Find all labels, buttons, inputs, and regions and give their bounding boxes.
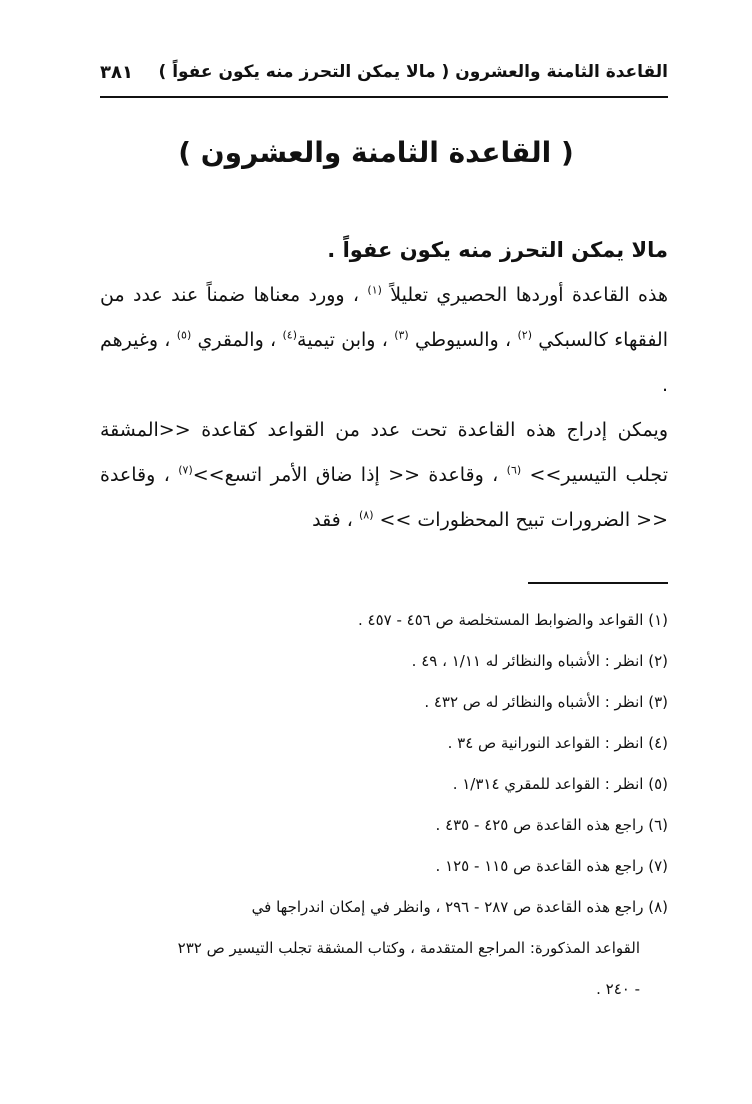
text-run: ، وقاعدة << الضرورات تبيح المحظورات >> xyxy=(100,464,668,531)
footnote-5: (٥) انظر : القواعد للمقري ١/٣١٤ . xyxy=(452,775,668,793)
body-text xyxy=(100,228,668,543)
page-number: ٣٨١ xyxy=(100,62,133,83)
footnote-ref-6[interactable]: (٦) xyxy=(506,463,522,477)
running-header xyxy=(100,62,668,96)
footnote-3: (٣) انظر : الأشباه والنظائر له ص ٤٣٢ . xyxy=(424,693,668,711)
footnote-ref-4[interactable]: (٤) xyxy=(282,328,298,342)
footnote-ref-1[interactable]: (١) xyxy=(367,283,382,297)
footnote-8-continuation-end: - ٢٤٠ . xyxy=(596,980,640,998)
text-run: ، وورد معناها ضمناً عند عدد من الفقهاء كالسبكي xyxy=(100,284,668,351)
text-run: هذه القاعدة أوردها الحصيري تعليلاً xyxy=(381,284,668,306)
text-run: ، وغيرهم . xyxy=(100,329,668,396)
footnote-6: (٦) راجع هذه القاعدة ص ٤٢٥ - ٤٣٥ . xyxy=(435,816,668,834)
footnote-8-continuation: القواعد المذكورة: المراجع المتقدمة ، وكتاب المشقة تجلب التيسير ص ٢٣٢ xyxy=(177,939,640,957)
footnote-7: (٧) راجع هذه القاعدة ص ١١٥ - ١٢٥ . xyxy=(435,857,668,875)
footnote-ref-5[interactable]: (٥) xyxy=(176,328,192,342)
text-run: ، فقد xyxy=(312,509,359,531)
footnote-4: (٤) انظر : القواعد النورانية ص ٣٤ . xyxy=(447,734,668,752)
footnotes xyxy=(100,600,668,1010)
footnote-ref-7[interactable]: (٧) xyxy=(178,463,193,477)
footnote-ref-2[interactable]: (٢) xyxy=(517,328,532,342)
running-title: القاعدة الثامنة والعشرون ( مالا يمكن التحرز منه يكون عفواً ) xyxy=(158,62,668,82)
footnote-divider xyxy=(528,582,668,584)
footnote-ref-3[interactable]: (٣) xyxy=(394,328,409,342)
text-run: ، والسيوطي xyxy=(408,329,518,351)
text-run: ، والمقري xyxy=(191,329,283,351)
header-divider xyxy=(100,96,668,98)
paragraph-1 xyxy=(100,273,668,408)
text-run: ويمكن إدراج هذه القاعدة تحت عدد من القواعد كقاعدة <<المشقة تجلب التيسير>> xyxy=(100,419,668,486)
chapter-title: ( القاعدة الثامنة والعشرون ) xyxy=(178,136,574,169)
rule-statement: مالا يمكن التحرز منه يكون عفواً . xyxy=(327,238,668,262)
footnote-1: (١) القواعد والضوابط المستخلصة ص ٤٥٦ - ٤٥٧ . xyxy=(358,611,668,629)
footnote-2: (٢) انظر : الأشباه والنظائر له ١/١١ ، ٤٩ . xyxy=(411,652,668,670)
paragraph-2 xyxy=(100,408,668,543)
footnote-ref-8[interactable]: (٨) xyxy=(358,508,374,522)
text-run: ، وقاعدة << إذا ضاق الأمر اتسع>> xyxy=(192,464,507,486)
footnote-8: (٨) راجع هذه القاعدة ص ٢٨٧ - ٢٩٦ ، وانظر في إمكان اندراجها في xyxy=(251,898,668,916)
text-run: ، وابن تيمية xyxy=(297,329,395,351)
